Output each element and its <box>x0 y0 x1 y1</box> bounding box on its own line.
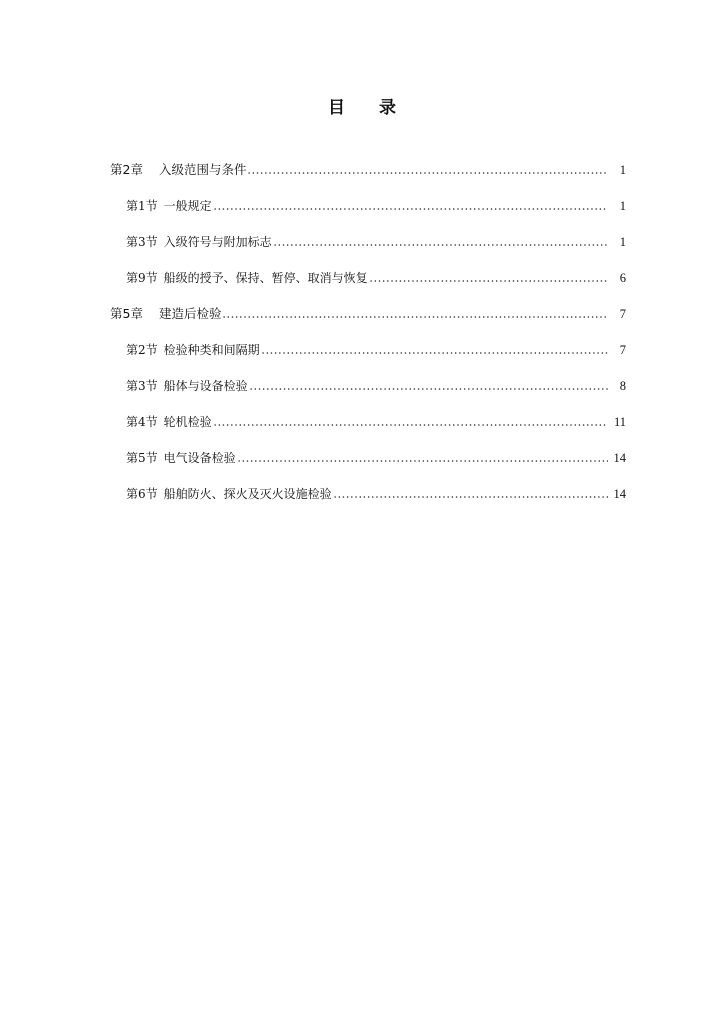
toc-entry-title: 入级范围与条件 <box>158 162 247 177</box>
toc-entry-page: 1 <box>619 235 626 249</box>
toc-entry-page: 1 <box>619 163 626 177</box>
toc-entry-section[interactable] <box>0 188 724 224</box>
toc-entry-section[interactable] <box>0 476 724 512</box>
toc-entry-number: 第1节 <box>126 199 158 213</box>
toc-entry-page: 11 <box>613 415 626 429</box>
toc-entry-label <box>126 268 368 288</box>
toc-entry-section[interactable] <box>0 404 724 440</box>
dot-leader <box>222 304 608 324</box>
dot-leader <box>333 484 608 504</box>
toc-list <box>0 152 724 512</box>
toc-entry-title: 一般规定 <box>163 199 212 213</box>
toc-entry-section[interactable] <box>0 332 724 368</box>
toc-entry-label <box>110 304 221 324</box>
dot-leader <box>273 232 608 252</box>
dot-leader <box>247 160 608 180</box>
dot-leader <box>213 196 608 216</box>
toc-entry-label <box>126 376 248 396</box>
toc-entry-number: 第6节 <box>126 487 158 501</box>
toc-entry-title: 船体与设备检验 <box>163 379 248 393</box>
toc-entry-number: 第3节 <box>126 379 158 393</box>
toc-entry-page: 1 <box>619 199 626 213</box>
dot-leader <box>369 268 608 288</box>
toc-entry-number: 第2章 <box>110 162 143 177</box>
toc-entry-number: 第3节 <box>126 235 158 249</box>
toc-entry-number: 第5章 <box>110 306 143 321</box>
toc-entry-title: 轮机检验 <box>163 415 212 429</box>
toc-entry-page: 7 <box>619 343 626 357</box>
toc-entry-title: 电气设备检验 <box>163 451 236 465</box>
toc-entry-label <box>126 412 212 432</box>
toc-entry-number: 第5节 <box>126 451 158 465</box>
toc-entry-chapter[interactable] <box>0 296 724 332</box>
dot-leader <box>249 376 608 396</box>
toc-title: 目 录 <box>328 98 410 118</box>
toc-entry-title: 入级符号与附加标志 <box>163 235 272 249</box>
toc-entry-label <box>126 340 260 360</box>
toc-entry-label <box>126 484 332 504</box>
toc-entry-chapter[interactable] <box>0 152 724 188</box>
toc-entry-title: 船舶防火、探火及灭火设施检验 <box>163 487 332 501</box>
toc-entry-label <box>126 232 272 252</box>
toc-entry-title: 建造后检验 <box>158 306 222 321</box>
toc-entry-page: 14 <box>613 451 626 465</box>
toc-entry-section[interactable] <box>0 224 724 260</box>
toc-entry-section[interactable] <box>0 260 724 296</box>
toc-entry-label <box>110 160 246 180</box>
toc-entry-section[interactable] <box>0 440 724 476</box>
toc-entry-label <box>126 448 236 468</box>
toc-entry-number: 第4节 <box>126 415 158 429</box>
toc-entry-number: 第9节 <box>126 271 158 285</box>
toc-entry-page: 14 <box>613 487 626 501</box>
dot-leader <box>237 448 608 468</box>
toc-entry-number: 第2节 <box>126 343 158 357</box>
toc-entry-page: 6 <box>619 271 626 285</box>
toc-entry-section[interactable] <box>0 368 724 404</box>
dot-leader <box>261 340 608 360</box>
toc-entry-label <box>126 196 212 216</box>
dot-leader <box>213 412 608 432</box>
toc-entry-page: 7 <box>619 307 626 321</box>
toc-entry-title: 检验种类和间隔期 <box>163 343 260 357</box>
toc-entry-title: 船级的授予、保持、暂停、取消与恢复 <box>163 271 368 285</box>
toc-entry-page: 8 <box>619 379 626 393</box>
